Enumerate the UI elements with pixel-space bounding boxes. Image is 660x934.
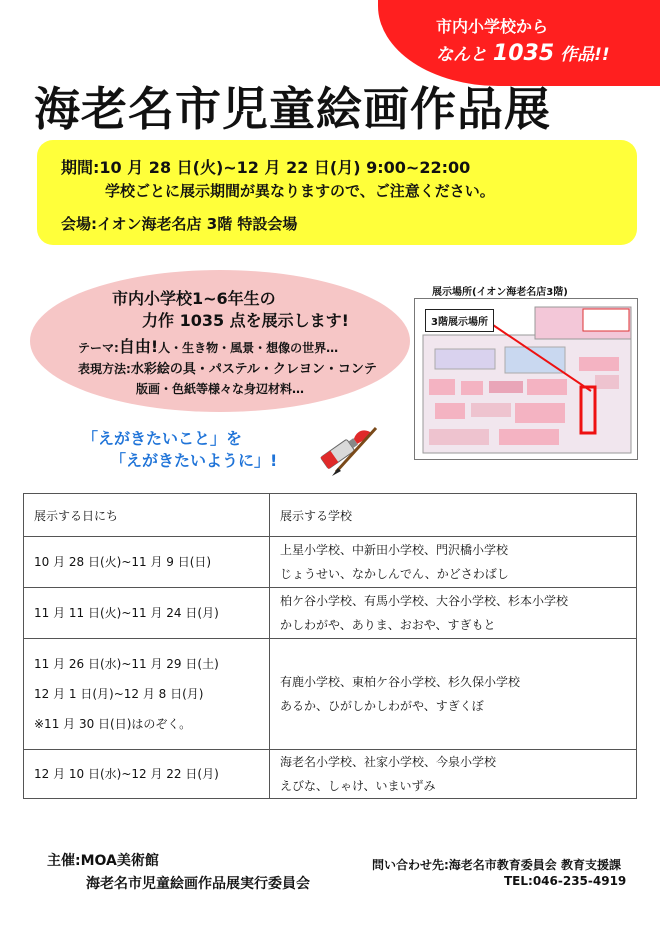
- schools-cell: [270, 537, 637, 588]
- school-readings: かしわがや、ありま、おおや、すぎもと: [280, 618, 496, 632]
- dates-cell: [24, 639, 270, 750]
- badge-line1: 市内小学校から: [436, 17, 549, 36]
- header-schools: 展示する学校: [270, 494, 637, 537]
- theme-label: テーマ:: [78, 341, 119, 355]
- school-readings: じょうせい、なかしんでん、かどさわばし: [280, 567, 509, 581]
- schools-cell: [270, 750, 637, 799]
- schools-cell: [270, 588, 637, 639]
- highlight-line1: 市内小学校1~6年生の: [112, 289, 276, 308]
- exhibition-period: 期間:10 月 28 日(火)~12 月 22 日(月) 9:00~22:00: [61, 158, 471, 177]
- highlight-line5: 版画・色紙等様々な身辺材料…: [136, 382, 305, 396]
- highlight-line2: 力作 1035 点を展示します!: [142, 311, 349, 330]
- table-row: [24, 750, 637, 799]
- school-readings: えびな、しゃけ、いまいずみ: [280, 779, 436, 793]
- badge-number: 1035: [492, 41, 555, 66]
- map-floor-label: 3階展示場所: [425, 309, 494, 332]
- school-names: 上星小学校、中新田小学校、門沢橋小学校: [280, 543, 509, 557]
- schedule-table: [23, 493, 637, 799]
- exhibition-venue: 会場:イオン海老名店 3階 特設会場: [61, 215, 298, 233]
- table-row: [24, 588, 637, 639]
- date-text: 12 月 10 日(水)~12 月 22 日(月): [34, 767, 219, 781]
- badge-post: 作品!!: [560, 45, 610, 65]
- schools-cell: [270, 639, 637, 750]
- theme-line: [78, 334, 338, 357]
- floor-map: [414, 298, 638, 460]
- contact-line1: 問い合わせ先:海老名市教育委員会 教育支援課: [372, 858, 621, 872]
- dates-cell: [24, 537, 270, 588]
- school-readings: あるか、ひがしかしわがや、すぎくぼ: [280, 699, 484, 713]
- method-line: [78, 358, 377, 377]
- highlight-ellipse: [30, 270, 410, 412]
- badge-pre: なんと: [436, 45, 487, 65]
- date-text: 11 月 26 日(水)~11 月 29 日(土): [34, 657, 219, 671]
- table-row: [24, 639, 637, 750]
- school-names: 有鹿小学校、東柏ケ谷小学校、杉久保小学校: [280, 675, 521, 689]
- school-names: 海老名小学校、社家小学校、今泉小学校: [280, 755, 497, 769]
- theme-big: 自由!: [118, 337, 159, 356]
- date-text: 12 月 1 日(月)~12 月 8 日(月): [34, 687, 204, 701]
- school-names: 柏ケ谷小学校、有馬小学校、大谷小学校、杉本小学校: [280, 594, 569, 608]
- method-rest: 水彩絵の具・パステル・クレヨン・コンテ: [130, 362, 377, 377]
- page-title: 海老名市児童絵画作品展: [34, 82, 551, 136]
- method-label: 表現方法:: [78, 362, 131, 376]
- dates-cell: [24, 588, 270, 639]
- date-text: 10 月 28 日(火)~11 月 9 日(日): [34, 555, 212, 569]
- period-note: 学校ごとに展示期間が異なりますので、ご注意ください。: [105, 182, 495, 200]
- paint-tube-brush-icon: [318, 420, 380, 476]
- dates-cell: [24, 750, 270, 799]
- organizer-line1: 主催:MOA美術館: [47, 853, 159, 869]
- map-caption: 展示場所(イオン海老名店3階): [432, 287, 568, 298]
- info-box: [37, 140, 637, 245]
- header-dates: 展示する日にち: [24, 494, 270, 537]
- slogan-line2: 「えがきたいように」!: [110, 451, 278, 470]
- date-note: ※11 月 30 日(日)はのぞく。: [34, 717, 192, 731]
- badge-line2: [436, 40, 610, 66]
- contact-phone: TEL:046-235-4919: [504, 874, 627, 888]
- slogan-line1: 「えがきたいこと」を: [82, 429, 243, 448]
- date-text: 11 月 11 日(火)~11 月 24 日(月): [34, 606, 219, 620]
- organizer-line2: 海老名市児童絵画作品展実行委員会: [86, 876, 310, 892]
- table-header-row: [24, 494, 637, 537]
- theme-rest: 人・生き物・風景・想像の世界…: [158, 341, 339, 355]
- table-row: [24, 537, 637, 588]
